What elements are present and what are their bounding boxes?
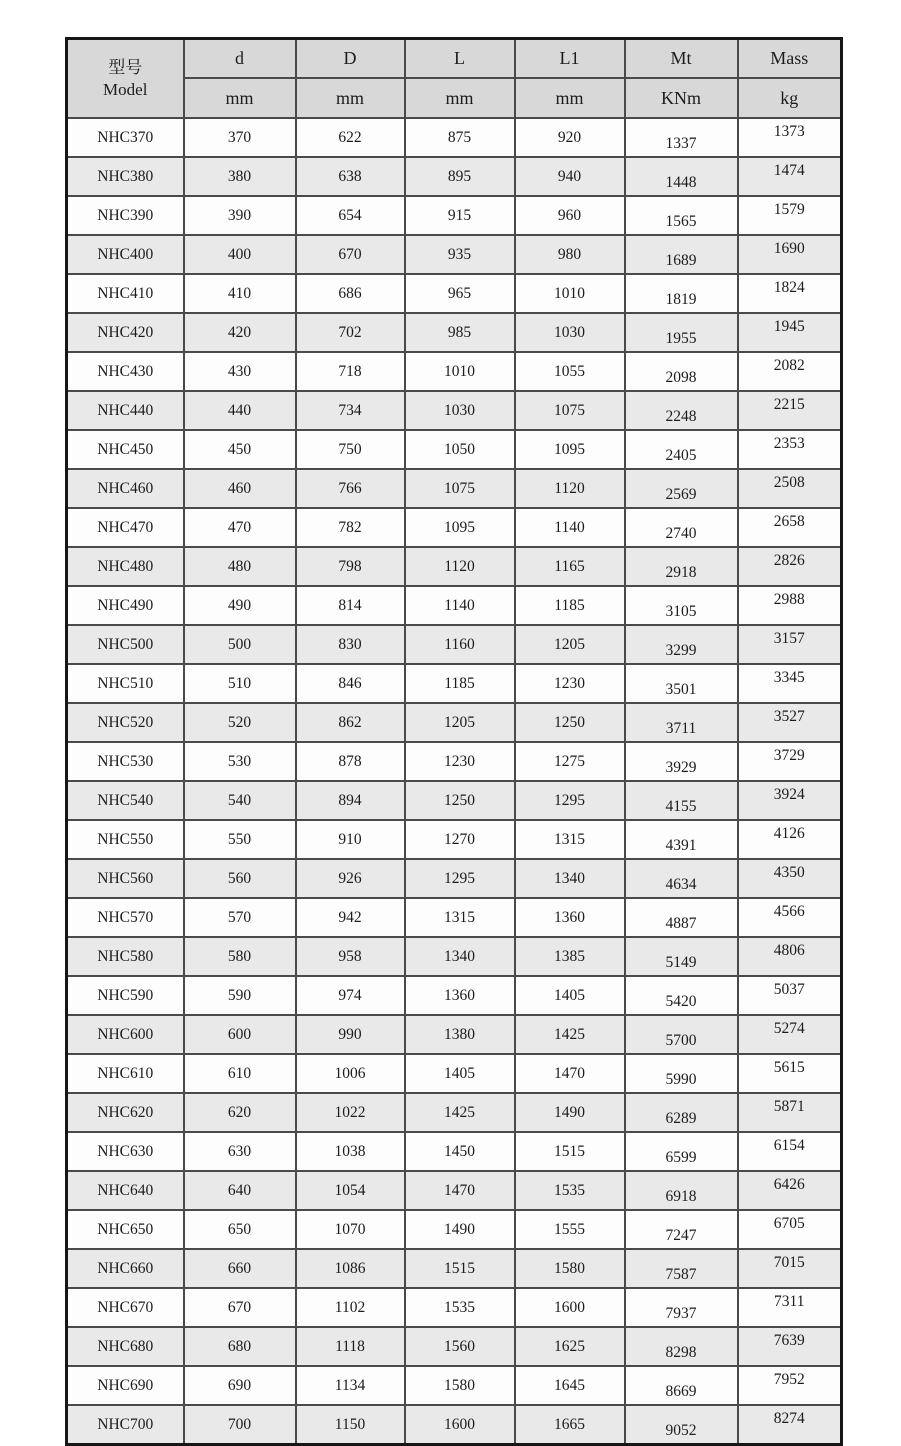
cell-d: 520 bbox=[184, 703, 296, 742]
cell-Mt: 9052 bbox=[625, 1405, 738, 1445]
unit-header-L: mm bbox=[405, 78, 515, 118]
table-body bbox=[67, 118, 842, 1445]
cell-d: 540 bbox=[184, 781, 296, 820]
cell-model: NHC500 bbox=[67, 625, 184, 664]
cell-L1: 1010 bbox=[515, 274, 625, 313]
cell-L1: 1425 bbox=[515, 1015, 625, 1054]
cell-D: 670 bbox=[296, 235, 405, 274]
table-row bbox=[67, 508, 842, 547]
cell-Mt: 8298 bbox=[625, 1327, 738, 1366]
cell-model: NHC660 bbox=[67, 1249, 184, 1288]
table-row bbox=[67, 1093, 842, 1132]
unit-header-L1: mm bbox=[515, 78, 625, 118]
cell-Mass: 3729 bbox=[738, 742, 842, 781]
cell-model: NHC540 bbox=[67, 781, 184, 820]
cell-Mt: 6289 bbox=[625, 1093, 738, 1132]
cell-Mt: 3105 bbox=[625, 586, 738, 625]
cell-L: 1075 bbox=[405, 469, 515, 508]
table-row bbox=[67, 352, 842, 391]
cell-Mt: 5700 bbox=[625, 1015, 738, 1054]
cell-L1: 1095 bbox=[515, 430, 625, 469]
cell-Mt: 1337 bbox=[625, 118, 738, 157]
cell-d: 590 bbox=[184, 976, 296, 1015]
cell-L: 1535 bbox=[405, 1288, 515, 1327]
cell-Mt: 2918 bbox=[625, 547, 738, 586]
cell-model: NHC410 bbox=[67, 274, 184, 313]
cell-D: 686 bbox=[296, 274, 405, 313]
cell-Mass: 2508 bbox=[738, 469, 842, 508]
cell-L: 1250 bbox=[405, 781, 515, 820]
column-header-L1: L1 bbox=[515, 39, 625, 79]
cell-model: NHC450 bbox=[67, 430, 184, 469]
cell-model: NHC440 bbox=[67, 391, 184, 430]
table-row bbox=[67, 820, 842, 859]
cell-D: 702 bbox=[296, 313, 405, 352]
cell-L1: 1385 bbox=[515, 937, 625, 976]
cell-Mass: 5274 bbox=[738, 1015, 842, 1054]
cell-Mass: 3157 bbox=[738, 625, 842, 664]
cell-model: NHC420 bbox=[67, 313, 184, 352]
cell-d: 650 bbox=[184, 1210, 296, 1249]
model-header-zh: 型号 bbox=[108, 58, 143, 78]
header-row-names bbox=[67, 39, 842, 79]
cell-Mass: 1579 bbox=[738, 196, 842, 235]
cell-L1: 920 bbox=[515, 118, 625, 157]
cell-Mt: 7247 bbox=[625, 1210, 738, 1249]
cell-d: 480 bbox=[184, 547, 296, 586]
cell-L: 1230 bbox=[405, 742, 515, 781]
table-row bbox=[67, 313, 842, 352]
column-header-model bbox=[67, 39, 184, 119]
cell-Mass: 3924 bbox=[738, 781, 842, 820]
cell-model: NHC650 bbox=[67, 1210, 184, 1249]
cell-L1: 1140 bbox=[515, 508, 625, 547]
cell-Mass: 8274 bbox=[738, 1405, 842, 1445]
cell-d: 470 bbox=[184, 508, 296, 547]
table-row bbox=[67, 664, 842, 703]
cell-model: NHC580 bbox=[67, 937, 184, 976]
table-row bbox=[67, 781, 842, 820]
cell-d: 530 bbox=[184, 742, 296, 781]
cell-Mass: 3527 bbox=[738, 703, 842, 742]
cell-L1: 1075 bbox=[515, 391, 625, 430]
cell-Mass: 6705 bbox=[738, 1210, 842, 1249]
cell-L: 1205 bbox=[405, 703, 515, 742]
cell-L1: 1030 bbox=[515, 313, 625, 352]
cell-Mt: 4634 bbox=[625, 859, 738, 898]
table-row bbox=[67, 703, 842, 742]
cell-L1: 1555 bbox=[515, 1210, 625, 1249]
cell-L1: 1470 bbox=[515, 1054, 625, 1093]
cell-L: 1360 bbox=[405, 976, 515, 1015]
cell-Mt: 1565 bbox=[625, 196, 738, 235]
cell-D: 926 bbox=[296, 859, 405, 898]
cell-Mt: 2405 bbox=[625, 430, 738, 469]
cell-D: 990 bbox=[296, 1015, 405, 1054]
cell-Mass: 4350 bbox=[738, 859, 842, 898]
cell-model: NHC390 bbox=[67, 196, 184, 235]
cell-Mt: 3299 bbox=[625, 625, 738, 664]
table-row bbox=[67, 196, 842, 235]
table-row bbox=[67, 1132, 842, 1171]
cell-D: 1038 bbox=[296, 1132, 405, 1171]
spec-table bbox=[65, 37, 843, 1446]
cell-L: 1185 bbox=[405, 664, 515, 703]
cell-L1: 1490 bbox=[515, 1093, 625, 1132]
cell-model: NHC600 bbox=[67, 1015, 184, 1054]
cell-model: NHC590 bbox=[67, 976, 184, 1015]
cell-L1: 1665 bbox=[515, 1405, 625, 1445]
cell-d: 670 bbox=[184, 1288, 296, 1327]
table-row bbox=[67, 1015, 842, 1054]
table-row bbox=[67, 157, 842, 196]
cell-D: 974 bbox=[296, 976, 405, 1015]
cell-L: 895 bbox=[405, 157, 515, 196]
cell-model: NHC620 bbox=[67, 1093, 184, 1132]
cell-model: NHC680 bbox=[67, 1327, 184, 1366]
cell-d: 450 bbox=[184, 430, 296, 469]
cell-Mt: 1955 bbox=[625, 313, 738, 352]
cell-d: 440 bbox=[184, 391, 296, 430]
header-row-units bbox=[67, 78, 842, 118]
cell-L1: 1315 bbox=[515, 820, 625, 859]
cell-D: 766 bbox=[296, 469, 405, 508]
cell-Mt: 5420 bbox=[625, 976, 738, 1015]
table-row bbox=[67, 625, 842, 664]
cell-d: 640 bbox=[184, 1171, 296, 1210]
cell-d: 680 bbox=[184, 1327, 296, 1366]
cell-L1: 1275 bbox=[515, 742, 625, 781]
cell-Mt: 4391 bbox=[625, 820, 738, 859]
cell-Mass: 1690 bbox=[738, 235, 842, 274]
cell-Mt: 5149 bbox=[625, 937, 738, 976]
table-row bbox=[67, 1405, 842, 1445]
cell-L1: 1600 bbox=[515, 1288, 625, 1327]
cell-D: 734 bbox=[296, 391, 405, 430]
cell-L1: 1340 bbox=[515, 859, 625, 898]
cell-L: 1095 bbox=[405, 508, 515, 547]
cell-D: 846 bbox=[296, 664, 405, 703]
cell-L1: 1645 bbox=[515, 1366, 625, 1405]
cell-L: 875 bbox=[405, 118, 515, 157]
cell-D: 718 bbox=[296, 352, 405, 391]
table-row bbox=[67, 586, 842, 625]
cell-D: 814 bbox=[296, 586, 405, 625]
table-row bbox=[67, 469, 842, 508]
cell-Mt: 6918 bbox=[625, 1171, 738, 1210]
cell-D: 894 bbox=[296, 781, 405, 820]
cell-d: 580 bbox=[184, 937, 296, 976]
cell-model: NHC630 bbox=[67, 1132, 184, 1171]
column-header-d: d bbox=[184, 39, 296, 79]
cell-L: 1560 bbox=[405, 1327, 515, 1366]
cell-L: 1405 bbox=[405, 1054, 515, 1093]
cell-Mt: 7937 bbox=[625, 1288, 738, 1327]
cell-L: 1470 bbox=[405, 1171, 515, 1210]
cell-d: 380 bbox=[184, 157, 296, 196]
cell-Mt: 2098 bbox=[625, 352, 738, 391]
cell-model: NHC470 bbox=[67, 508, 184, 547]
cell-D: 798 bbox=[296, 547, 405, 586]
cell-D: 1006 bbox=[296, 1054, 405, 1093]
table-row bbox=[67, 1249, 842, 1288]
table-row bbox=[67, 274, 842, 313]
cell-L1: 960 bbox=[515, 196, 625, 235]
table-row bbox=[67, 118, 842, 157]
cell-Mass: 2353 bbox=[738, 430, 842, 469]
cell-Mass: 7639 bbox=[738, 1327, 842, 1366]
cell-D: 942 bbox=[296, 898, 405, 937]
cell-d: 620 bbox=[184, 1093, 296, 1132]
cell-model: NHC640 bbox=[67, 1171, 184, 1210]
cell-d: 510 bbox=[184, 664, 296, 703]
cell-model: NHC700 bbox=[67, 1405, 184, 1445]
cell-L1: 1230 bbox=[515, 664, 625, 703]
cell-model: NHC690 bbox=[67, 1366, 184, 1405]
table-row bbox=[67, 976, 842, 1015]
cell-Mt: 5990 bbox=[625, 1054, 738, 1093]
cell-L1: 1250 bbox=[515, 703, 625, 742]
cell-D: 654 bbox=[296, 196, 405, 235]
cell-D: 782 bbox=[296, 508, 405, 547]
cell-d: 370 bbox=[184, 118, 296, 157]
cell-Mt: 1448 bbox=[625, 157, 738, 196]
model-header-en: Model bbox=[103, 79, 148, 99]
cell-d: 490 bbox=[184, 586, 296, 625]
cell-L1: 1185 bbox=[515, 586, 625, 625]
cell-L1: 1055 bbox=[515, 352, 625, 391]
cell-L: 1600 bbox=[405, 1405, 515, 1445]
cell-D: 1054 bbox=[296, 1171, 405, 1210]
cell-d: 390 bbox=[184, 196, 296, 235]
cell-L1: 1165 bbox=[515, 547, 625, 586]
cell-L: 1160 bbox=[405, 625, 515, 664]
cell-L: 1490 bbox=[405, 1210, 515, 1249]
cell-D: 878 bbox=[296, 742, 405, 781]
cell-D: 638 bbox=[296, 157, 405, 196]
cell-model: NHC610 bbox=[67, 1054, 184, 1093]
cell-L: 1315 bbox=[405, 898, 515, 937]
cell-Mass: 2658 bbox=[738, 508, 842, 547]
cell-L: 935 bbox=[405, 235, 515, 274]
cell-d: 410 bbox=[184, 274, 296, 313]
cell-d: 630 bbox=[184, 1132, 296, 1171]
cell-D: 622 bbox=[296, 118, 405, 157]
cell-model: NHC510 bbox=[67, 664, 184, 703]
table-row bbox=[67, 1366, 842, 1405]
cell-model: NHC370 bbox=[67, 118, 184, 157]
cell-D: 862 bbox=[296, 703, 405, 742]
cell-Mass: 1945 bbox=[738, 313, 842, 352]
cell-Mass: 1824 bbox=[738, 274, 842, 313]
table-row bbox=[67, 1288, 842, 1327]
cell-Mt: 3929 bbox=[625, 742, 738, 781]
cell-model: NHC560 bbox=[67, 859, 184, 898]
cell-Mt: 6599 bbox=[625, 1132, 738, 1171]
cell-L1: 940 bbox=[515, 157, 625, 196]
cell-Mt: 3711 bbox=[625, 703, 738, 742]
cell-d: 570 bbox=[184, 898, 296, 937]
table-row bbox=[67, 859, 842, 898]
cell-d: 560 bbox=[184, 859, 296, 898]
cell-d: 690 bbox=[184, 1366, 296, 1405]
cell-L: 1120 bbox=[405, 547, 515, 586]
cell-model: NHC550 bbox=[67, 820, 184, 859]
cell-L1: 1580 bbox=[515, 1249, 625, 1288]
cell-L1: 1515 bbox=[515, 1132, 625, 1171]
cell-d: 460 bbox=[184, 469, 296, 508]
table-row bbox=[67, 1210, 842, 1249]
cell-Mass: 7015 bbox=[738, 1249, 842, 1288]
table-row bbox=[67, 1327, 842, 1366]
table-row bbox=[67, 430, 842, 469]
cell-Mt: 2248 bbox=[625, 391, 738, 430]
cell-Mass: 4566 bbox=[738, 898, 842, 937]
cell-D: 1134 bbox=[296, 1366, 405, 1405]
cell-Mass: 6154 bbox=[738, 1132, 842, 1171]
cell-Mass: 4806 bbox=[738, 937, 842, 976]
cell-Mt: 7587 bbox=[625, 1249, 738, 1288]
cell-L: 1580 bbox=[405, 1366, 515, 1405]
column-header-D: D bbox=[296, 39, 405, 79]
cell-Mass: 7311 bbox=[738, 1288, 842, 1327]
cell-model: NHC490 bbox=[67, 586, 184, 625]
cell-L: 1515 bbox=[405, 1249, 515, 1288]
cell-Mass: 5037 bbox=[738, 976, 842, 1015]
cell-L1: 1405 bbox=[515, 976, 625, 1015]
cell-D: 1022 bbox=[296, 1093, 405, 1132]
cell-model: NHC380 bbox=[67, 157, 184, 196]
cell-d: 700 bbox=[184, 1405, 296, 1445]
cell-D: 1102 bbox=[296, 1288, 405, 1327]
cell-Mass: 5871 bbox=[738, 1093, 842, 1132]
cell-L1: 1295 bbox=[515, 781, 625, 820]
cell-L: 1010 bbox=[405, 352, 515, 391]
table-row bbox=[67, 547, 842, 586]
cell-Mass: 2215 bbox=[738, 391, 842, 430]
cell-Mt: 2569 bbox=[625, 469, 738, 508]
cell-model: NHC570 bbox=[67, 898, 184, 937]
cell-L: 1380 bbox=[405, 1015, 515, 1054]
cell-D: 910 bbox=[296, 820, 405, 859]
cell-D: 830 bbox=[296, 625, 405, 664]
cell-d: 500 bbox=[184, 625, 296, 664]
unit-header-d: mm bbox=[184, 78, 296, 118]
cell-Mt: 3501 bbox=[625, 664, 738, 703]
cell-L: 1425 bbox=[405, 1093, 515, 1132]
cell-Mass: 1474 bbox=[738, 157, 842, 196]
cell-L: 1340 bbox=[405, 937, 515, 976]
cell-L: 1050 bbox=[405, 430, 515, 469]
cell-Mass: 2826 bbox=[738, 547, 842, 586]
cell-Mass: 2988 bbox=[738, 586, 842, 625]
cell-Mt: 1819 bbox=[625, 274, 738, 313]
cell-d: 420 bbox=[184, 313, 296, 352]
cell-d: 430 bbox=[184, 352, 296, 391]
cell-L1: 1120 bbox=[515, 469, 625, 508]
table-row bbox=[67, 1054, 842, 1093]
cell-L1: 980 bbox=[515, 235, 625, 274]
cell-L1: 1360 bbox=[515, 898, 625, 937]
cell-d: 600 bbox=[184, 1015, 296, 1054]
unit-header-Mass: kg bbox=[738, 78, 842, 118]
cell-Mt: 2740 bbox=[625, 508, 738, 547]
cell-L1: 1535 bbox=[515, 1171, 625, 1210]
cell-D: 958 bbox=[296, 937, 405, 976]
cell-Mass: 7952 bbox=[738, 1366, 842, 1405]
cell-L1: 1205 bbox=[515, 625, 625, 664]
cell-d: 550 bbox=[184, 820, 296, 859]
table-row bbox=[67, 742, 842, 781]
cell-D: 1118 bbox=[296, 1327, 405, 1366]
cell-model: NHC430 bbox=[67, 352, 184, 391]
cell-L: 1270 bbox=[405, 820, 515, 859]
cell-d: 660 bbox=[184, 1249, 296, 1288]
cell-model: NHC530 bbox=[67, 742, 184, 781]
cell-model: NHC480 bbox=[67, 547, 184, 586]
cell-Mass: 2082 bbox=[738, 352, 842, 391]
cell-L: 1295 bbox=[405, 859, 515, 898]
table-row bbox=[67, 1171, 842, 1210]
cell-Mass: 6426 bbox=[738, 1171, 842, 1210]
column-header-Mt: Mt bbox=[625, 39, 738, 79]
cell-model: NHC460 bbox=[67, 469, 184, 508]
table-row bbox=[67, 937, 842, 976]
unit-header-D: mm bbox=[296, 78, 405, 118]
cell-Mass: 5615 bbox=[738, 1054, 842, 1093]
cell-D: 750 bbox=[296, 430, 405, 469]
cell-Mt: 4155 bbox=[625, 781, 738, 820]
column-header-L: L bbox=[405, 39, 515, 79]
cell-Mass: 1373 bbox=[738, 118, 842, 157]
cell-model: NHC520 bbox=[67, 703, 184, 742]
cell-Mass: 3345 bbox=[738, 664, 842, 703]
cell-L: 985 bbox=[405, 313, 515, 352]
unit-header-Mt: KNm bbox=[625, 78, 738, 118]
cell-L: 1030 bbox=[405, 391, 515, 430]
cell-D: 1070 bbox=[296, 1210, 405, 1249]
cell-L: 1140 bbox=[405, 586, 515, 625]
table-row bbox=[67, 898, 842, 937]
cell-L: 915 bbox=[405, 196, 515, 235]
cell-d: 610 bbox=[184, 1054, 296, 1093]
cell-d: 400 bbox=[184, 235, 296, 274]
table-header bbox=[67, 39, 842, 119]
table-row bbox=[67, 235, 842, 274]
cell-D: 1150 bbox=[296, 1405, 405, 1445]
cell-model: NHC400 bbox=[67, 235, 184, 274]
table-row bbox=[67, 391, 842, 430]
cell-L: 965 bbox=[405, 274, 515, 313]
cell-Mass: 4126 bbox=[738, 820, 842, 859]
cell-model: NHC670 bbox=[67, 1288, 184, 1327]
cell-Mt: 8669 bbox=[625, 1366, 738, 1405]
cell-Mt: 1689 bbox=[625, 235, 738, 274]
cell-D: 1086 bbox=[296, 1249, 405, 1288]
cell-L: 1450 bbox=[405, 1132, 515, 1171]
column-header-Mass: Mass bbox=[738, 39, 842, 79]
cell-Mt: 4887 bbox=[625, 898, 738, 937]
cell-L1: 1625 bbox=[515, 1327, 625, 1366]
